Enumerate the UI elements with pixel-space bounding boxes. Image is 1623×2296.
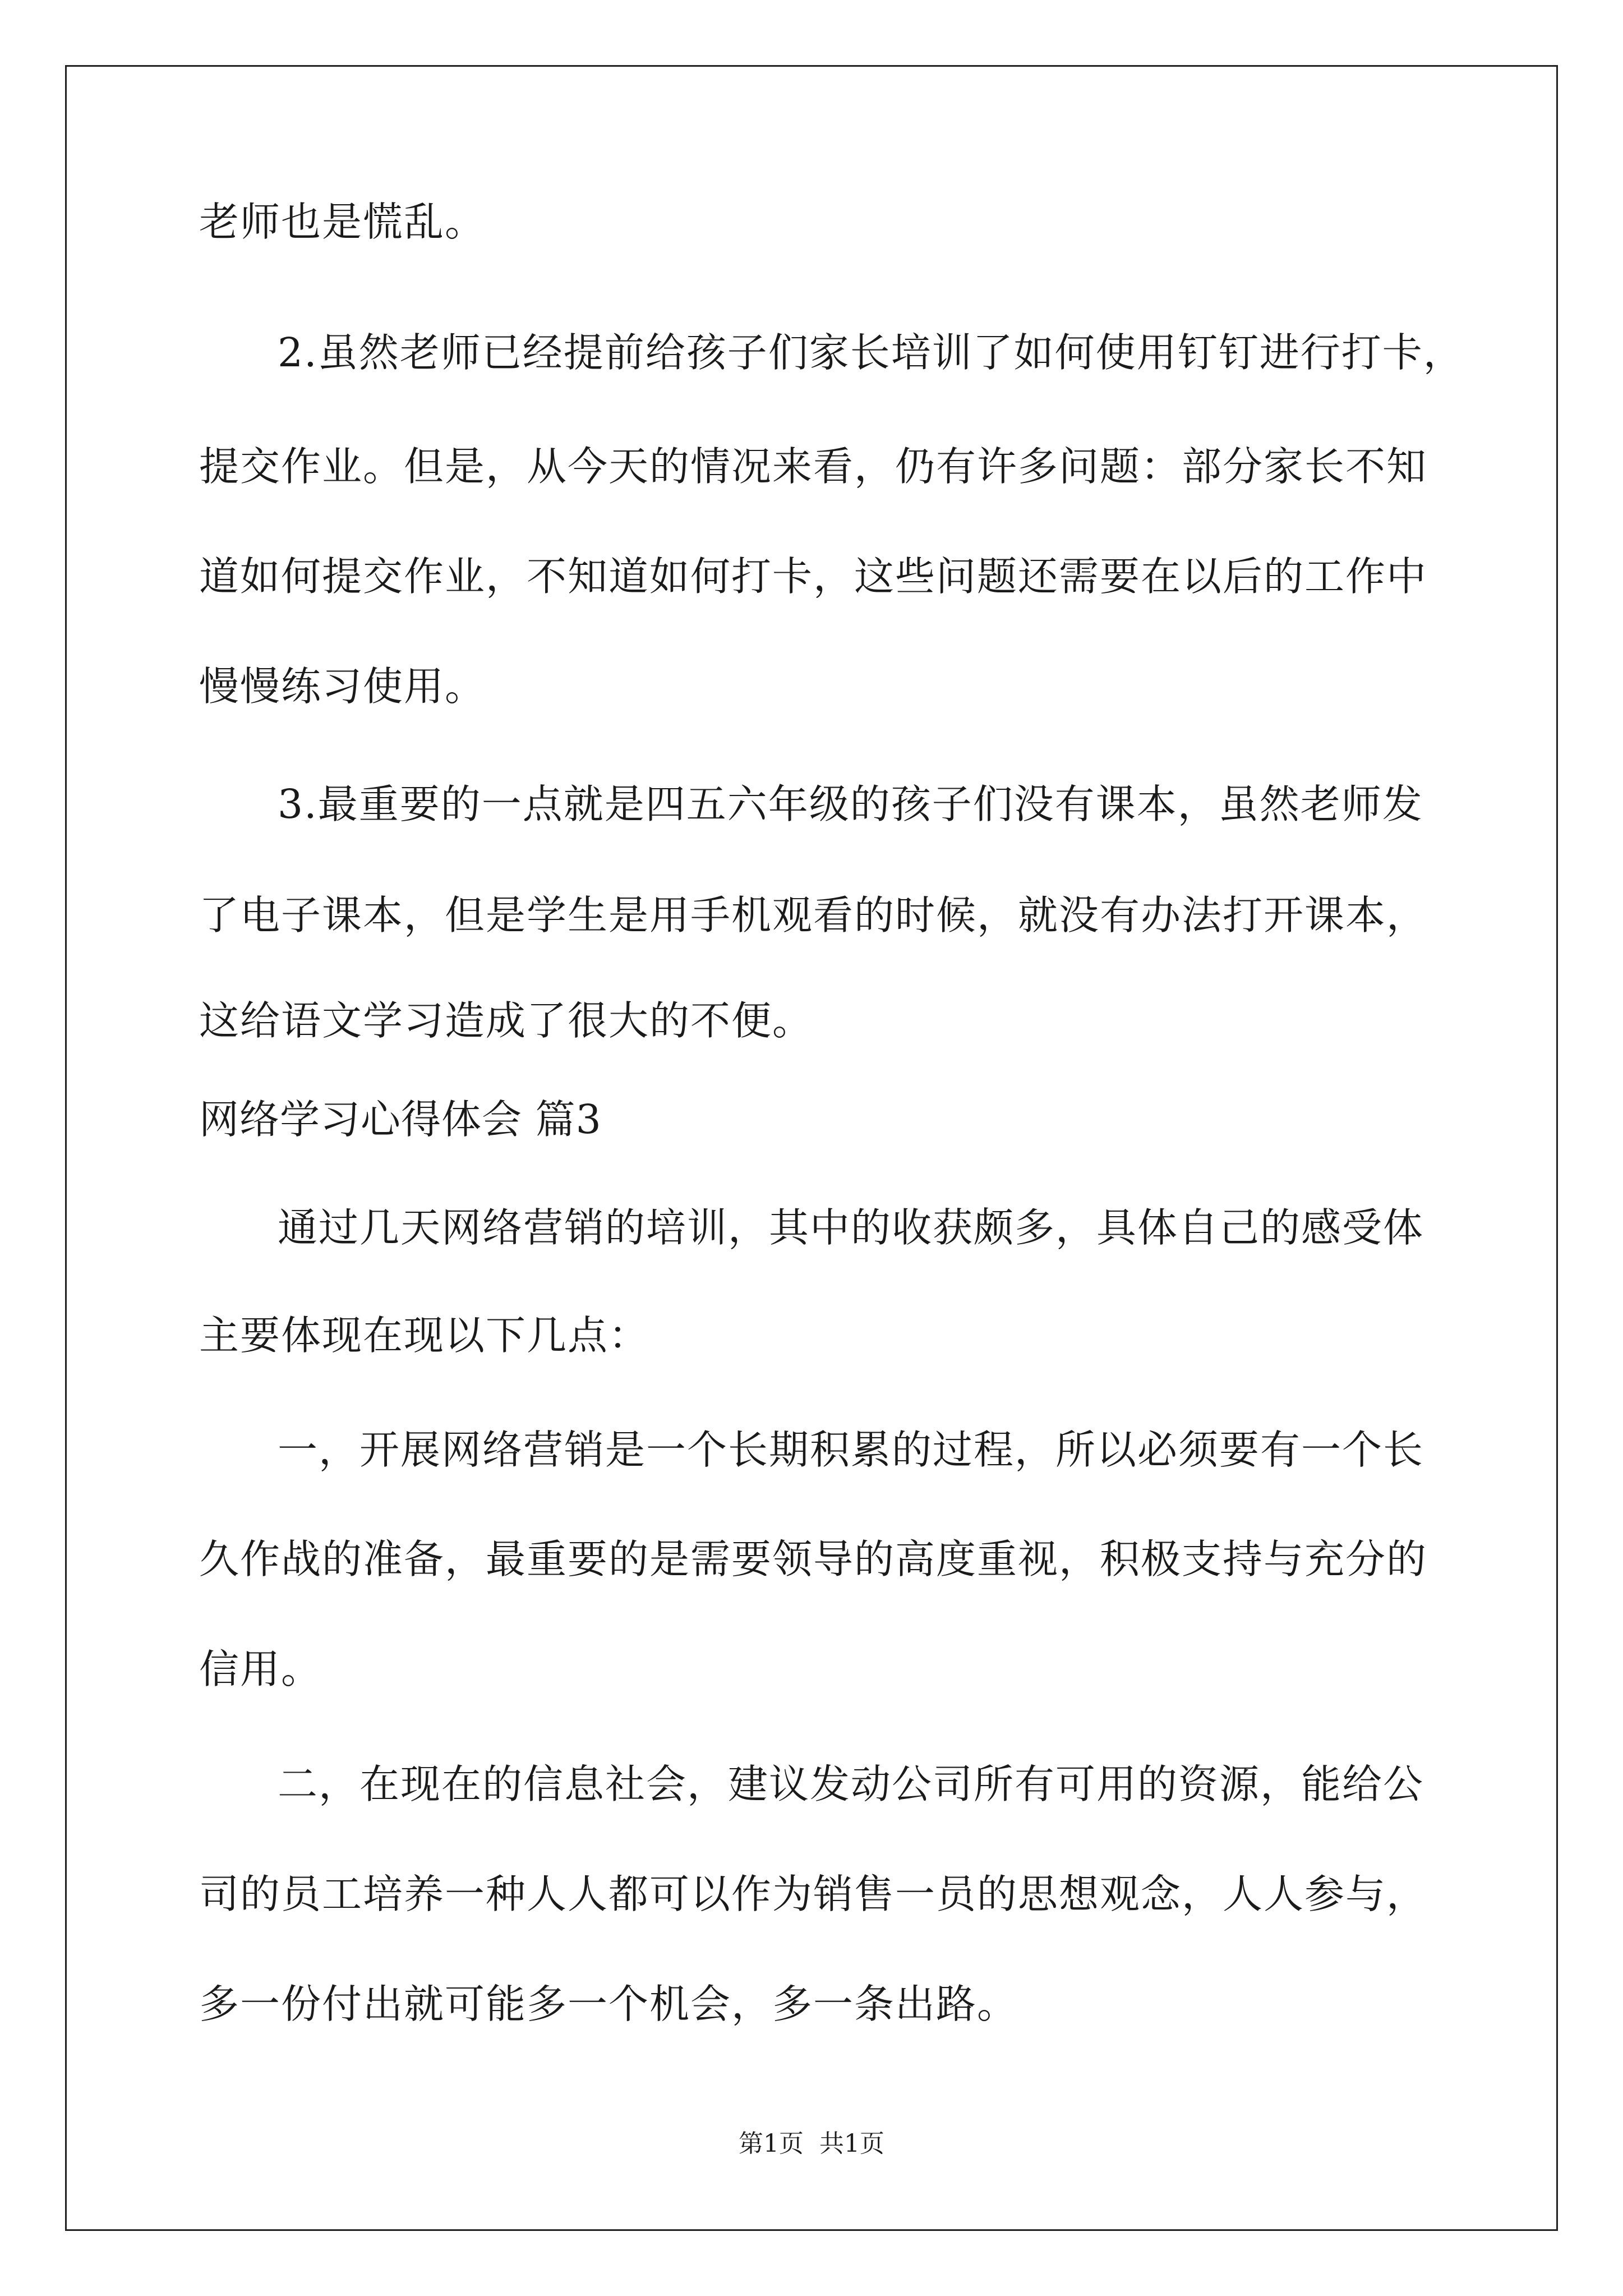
text-line: 这给语文学习造成了很大的不便。 bbox=[199, 997, 814, 1044]
paragraph-start-line: 二，在现在的信息社会，建议发动公司所有可用的资源，能给公 bbox=[278, 1761, 1424, 1807]
text-line: 多一份付出就可能多一个机会，多一条出路。 bbox=[199, 1981, 1018, 2027]
text-line: 了电子课本，但是学生是用手机观看的时候，就没有办法打开课本， bbox=[199, 892, 1428, 938]
paragraph-start-line: 一，开展网络营销是一个长期积累的过程，所以必须要有一个长 bbox=[278, 1427, 1424, 1473]
paragraph-start-line: 3.最重要的一点就是四五六年级的孩子们没有课本，虽然老师发 bbox=[278, 781, 1423, 827]
page-footer bbox=[0, 2123, 1623, 2159]
section-heading: 网络学习心得体会 篇3 bbox=[199, 1096, 602, 1143]
text-line: 慢慢练习使用。 bbox=[199, 663, 486, 710]
text-line: 提交作业。但是，从今天的情况来看，仍有许多问题：部分家长不知 bbox=[199, 443, 1428, 490]
text-line: 司的员工培养一种人人都可以作为销售一员的思想观念，人人参与， bbox=[199, 1871, 1428, 1917]
text-line: 信用。 bbox=[199, 1646, 322, 1692]
current-page-label: 第1页 bbox=[739, 2129, 804, 2158]
paragraph-start-line: 2.虽然老师已经提前给孩子们家长培训了如何使用钉钉进行打卡， bbox=[278, 329, 1464, 376]
total-pages-label: 共1页 bbox=[819, 2129, 884, 2158]
text-line: 老师也是慌乱。 bbox=[199, 199, 486, 245]
text-line: 主要体现在现以下几点： bbox=[199, 1312, 650, 1359]
text-line: 道如何提交作业，不知道如何打卡，这些问题还需要在以后的工作中 bbox=[199, 553, 1428, 600]
paragraph-start-line: 通过几天网络营销的培训，其中的收获颇多，具体自己的感受体 bbox=[278, 1204, 1424, 1251]
text-line: 久作战的准备，最重要的是需要领导的高度重视，积极支持与充分的 bbox=[199, 1536, 1428, 1582]
